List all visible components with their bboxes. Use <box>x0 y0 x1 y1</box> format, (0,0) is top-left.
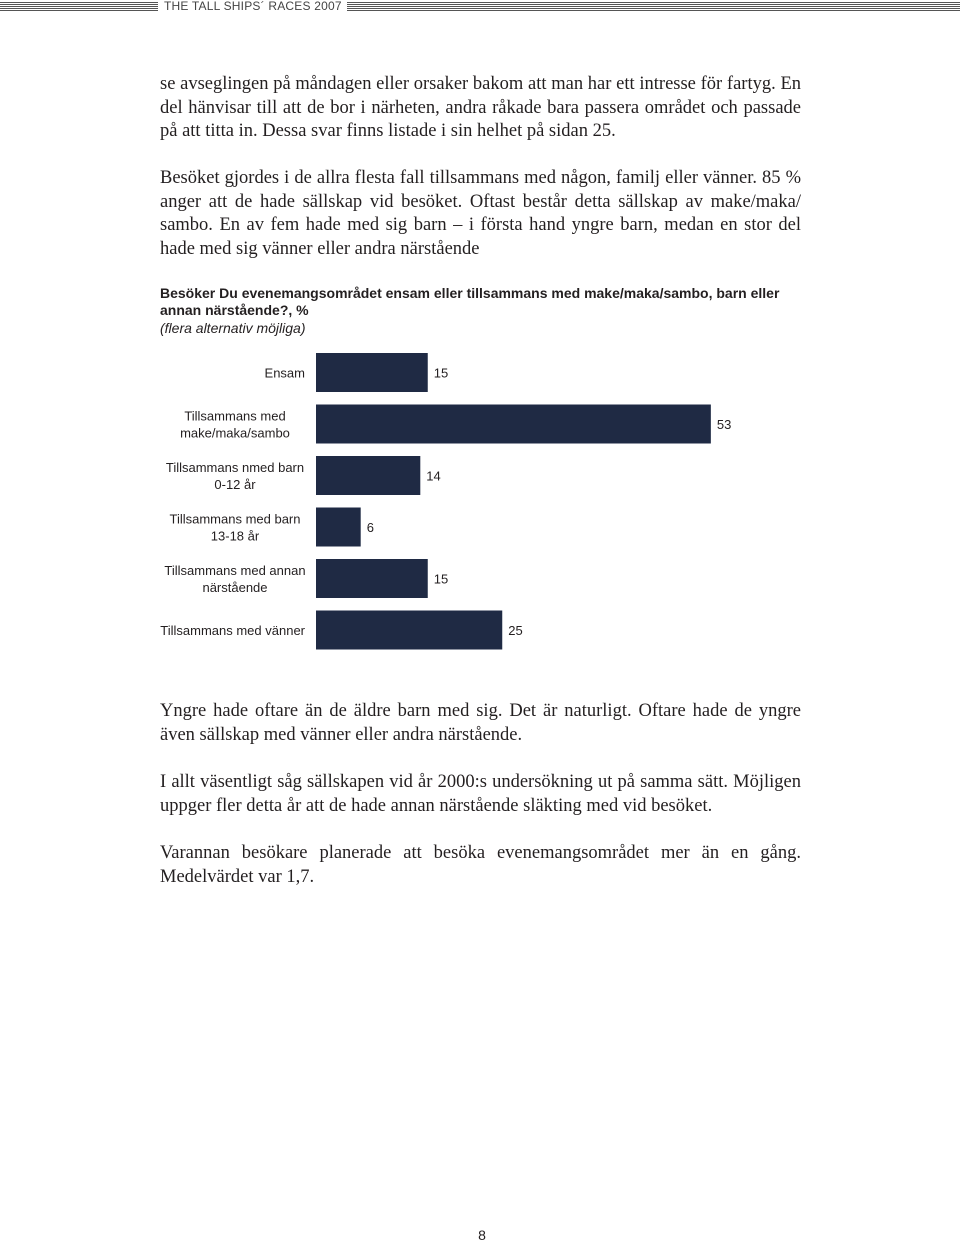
paragraph-1: se avseglingen på måndagen eller orsaker bakom att man har ett intresse för fartyg. En del hänvisar till att de bor i närheten, andra råkade bara passera området och passade på att titta in. Dessa svar finns listade i sin helhet på sidan 25. <box>160 74 801 141</box>
page-number: 8 <box>478 1227 486 1243</box>
bar-chart <box>150 345 790 665</box>
bar-value-label-0: 15 <box>433 365 449 381</box>
category-label-3: Tillsammans med barn 13-18 år <box>169 511 301 544</box>
category-label-0: Ensam <box>264 365 305 381</box>
bar-value-label-2: 14 <box>426 468 441 484</box>
paragraph-2: Besöket gjordes i de allra flesta fall tillsammans med någon, familj eller vänner. 85 % anger att de hade sällskap vid besöket. Oftast består detta sällskap av make/maka/ sambo. En av fem hade med sig barn – i första hand yngre barn, medan en stor del hade med sig vänner eller andra närstående <box>160 168 801 259</box>
bar-value-label-1: 53 <box>716 417 732 432</box>
category-label-4: Tillsammans med annan närstående <box>164 563 306 595</box>
chart-subtitle: (flera alternativ möjliga) <box>160 320 306 336</box>
paragraph-3: Yngre hade oftare än de äldre barn med sig. Det är naturligt. Oftare hade de yngre även sällskap med vänner eller andra närstående. <box>160 701 801 745</box>
bar-value-label-4: 15 <box>433 571 449 587</box>
category-label-5: Tillsammans med vänner <box>160 623 305 638</box>
header-title: THE TALL SHIPS´ RACES 2007 <box>164 0 342 13</box>
category-label-1: Tillsammans med make/maka/sambo <box>180 408 290 441</box>
paragraph-5: Varannan besökare planerade att besöka evenemangsområdet mer än en gång. Medelvärdet var 1,7. <box>160 843 801 887</box>
category-label-2: Tillsammans nmed barn 0-12 år <box>165 460 305 492</box>
bar-0 <box>316 353 428 392</box>
bar-4 <box>316 559 428 598</box>
bar-3 <box>316 508 361 547</box>
bar-1 <box>316 405 711 444</box>
bar-value-label-3: 6 <box>366 520 374 535</box>
bar-value-label-5: 25 <box>508 623 523 638</box>
header-rule-left <box>0 2 158 11</box>
bar-5 <box>316 611 502 650</box>
header-rule-right <box>347 2 960 11</box>
page-header <box>0 0 960 14</box>
chart-title: Besöker Du evenemangsområdet ensam eller tillsammans med make/maka/sambo, barn eller annan närstående?, % <box>160 285 780 318</box>
bar-2 <box>316 456 420 495</box>
paragraph-4: I allt väsentligt såg sällskapen vid år 2000:s undersökning ut på samma sätt. Möjligen uppger fler detta år att de hade annan närstående släkting med vid besöket. <box>160 772 801 816</box>
